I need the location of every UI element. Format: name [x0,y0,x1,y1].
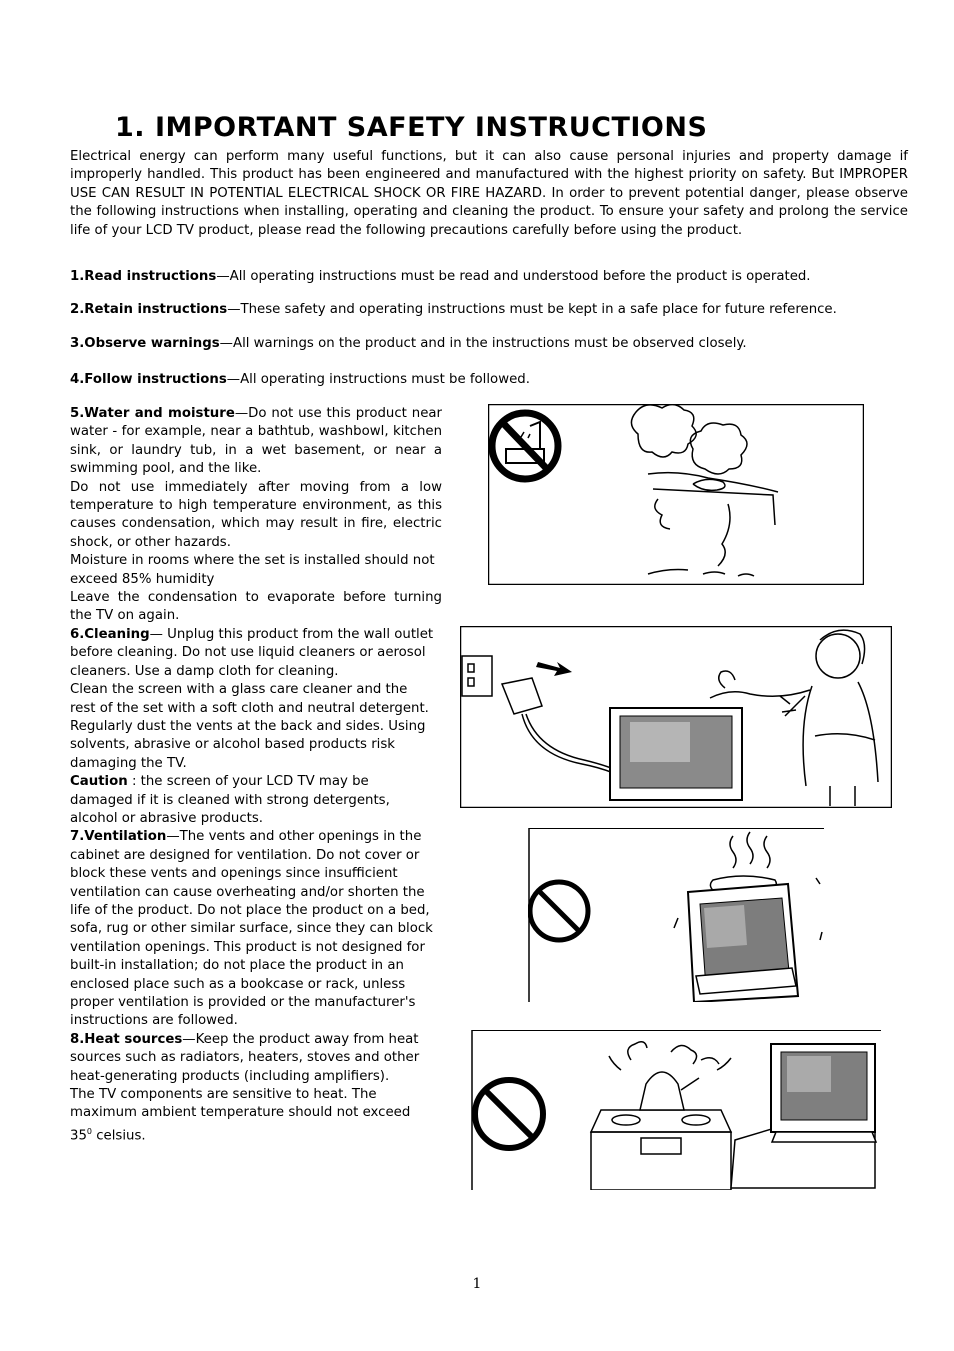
instruction-text: —All operating instructions must be read and understood before the product is operated. [216,269,811,284]
instruction-heading: 4.Follow instructions [70,372,227,387]
intro-paragraph: Electrical energy can perform many useful functions, but it can also cause personal injuries and property damage if improperly handled. This product has been engineered and manufactured with the highest priority on safety. But IMPROPER USE CAN RESULT IN POTENTIAL ELECTRICAL SHOCK OR FIRE HAZARD. In order to prevent potential danger, please observe the following instructions when installing, operating and cleaning the product. To ensure your safety and prolong the service life of your LCD TV product, please read the following precautions carefully before using the product. [70,149,908,238]
instruction-text: —All warnings on the product and in the instructions must be observed closely. [219,336,747,351]
heat-paragraph [70,1031,435,1086]
cleaning-illustration [460,626,892,808]
prohibition-icon [530,882,588,940]
instruction-heading: 1.Read instructions [70,269,217,284]
degree-superscript: 0 [86,1126,93,1136]
water-text: —Do not use this product near water - for example, near a bathtub, washbowl, kitchen sink, or laundry tub, in a wet basement, or near a swimming pool, and the like. [70,406,442,477]
heat-heading: 8.Heat sources [70,1031,183,1047]
water-moisture-illustration [488,404,864,585]
water-condensation: Do not use immediately after moving from a low temperature to high temperature environment, as this causes condensation, which may result in fire, electric shock, or other hazards. [70,479,442,550]
instruction-text: —All operating instructions must be followed. [226,372,530,387]
page-title: 1. IMPORTANT SAFETY INSTRUCTIONS [115,112,708,143]
water-paragraph [70,405,442,479]
cleaning-heading: 6.Cleaning [70,626,150,642]
heat-temperature-unit: celsius. [92,1128,146,1144]
ventilation-text: —The vents and other openings in the cabinet are designed for ventilation. Do not cover or block these vents and openings since insufficient ventilation can cause overheating and/or shorten the life of the product. Do not place the product on a bed, sofa, rug or other similar surface, since they can block ventilation openings. This product is not designed for built-in installation; do not place the product in an enclosed place such as a bookcase or rack, unless proper ventilation is provided or the manufacturer's instructions are followed. [70,829,433,1029]
cleaning-paragraph [70,626,435,681]
cleaning-screen: Clean the screen with a glass care cleaner and the rest of the set with a soft cloth and neutral detergent. [70,682,429,716]
heat-text: —Keep the product away from heat sources such as radiators, heaters, stoves and other heat-generating products (including amplifiers). [70,1031,420,1084]
instruction-retain [70,301,837,319]
covered-tv-icon [674,876,822,1002]
stove-kettle-icon [591,1042,731,1190]
instruction-heading: 3.Observe warnings [70,336,220,351]
heat-temperature-text: The TV components are sensitive to heat. The maximum ambient temperature should not exceed 35 [70,1087,411,1144]
prohibition-icon [475,1080,543,1148]
caution-heading: Caution [70,774,128,790]
water-humidity: Moisture in rooms where the set is installed should not exceed 85% humidity [70,553,435,587]
instruction-follow [70,371,530,389]
caution-text: : the screen of your LCD TV may be damaged if it is cleaned with strong detergents, alcohol or abrasive products. [70,774,390,826]
cleaning-text: — Unplug this product from the wall outlet before cleaning. Do not use liquid cleaners or aerosol cleaners. Use a damp cloth for cleaning. [70,626,434,679]
water-evaporate: Leave the condensation to evaporate before turning the TV on again. [70,590,442,624]
heat-temperature [70,1086,435,1146]
instruction-observe [70,335,747,353]
caution-paragraph [70,773,435,828]
ventilation-illustration [528,828,824,1002]
heat-sources-illustration [471,1030,881,1190]
water-heading: 5.Water and moisture [70,406,235,421]
instruction-heading: 2.Retain instructions [70,302,228,317]
heat-waves-icon [730,832,770,868]
tv-on-counter-icon [731,1044,876,1188]
ventilation-heading: 7.Ventilation [70,829,167,845]
page-number: 1 [472,1276,482,1292]
ventilation-paragraph [70,828,435,1030]
instruction-text: —These safety and operating instructions must be kept in a safe place for future reference. [227,302,837,317]
instruction-read [70,268,811,286]
cleaning-dust: Regularly dust the vents at the back and sides. Using solvents, abrasive or alcohol based products risk damaging the TV. [70,718,426,771]
left-column [70,405,442,1146]
tv-screen-icon [610,708,742,800]
